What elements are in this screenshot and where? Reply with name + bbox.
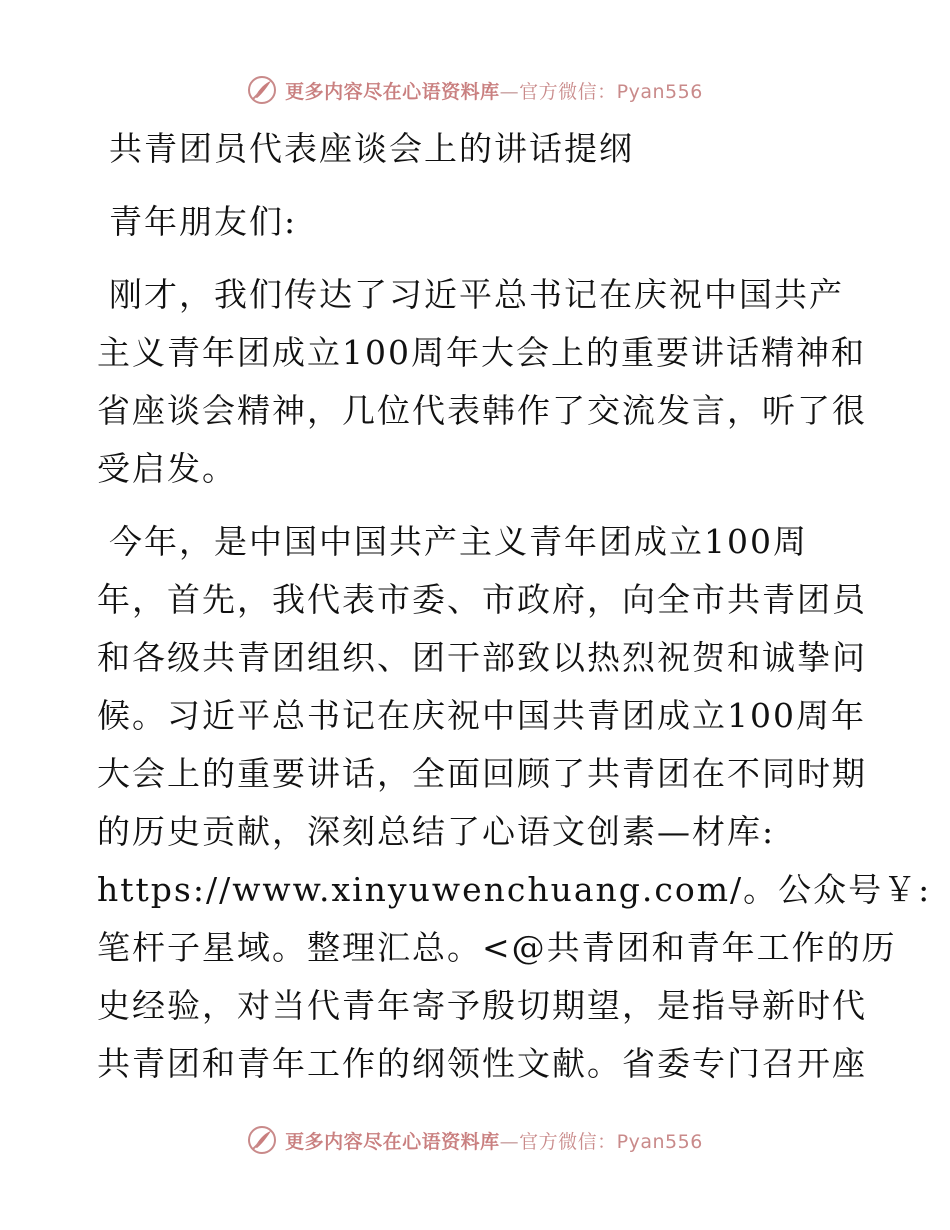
paragraph-line: 共青团和青年工作的纲领性文献。省委专门召开座 — [97, 1044, 867, 1083]
salutation: 青年朋友们: — [109, 202, 298, 241]
paragraph-line: 今年，是中国中国共产主义青年团成立100周 — [109, 522, 808, 561]
quill-logo-icon — [247, 75, 277, 105]
watermark-wechat-text: 官方微信：Pyan556 — [519, 80, 703, 103]
paragraph-line: 和各级共青团组织、团干部致以热烈祝贺和诚挚问 — [97, 638, 867, 677]
paragraph-line: 主义青年团成立100周年大会上的重要讲话精神和 — [97, 333, 866, 372]
watermark-text — [285, 1127, 703, 1154]
paragraph-2 — [97, 513, 932, 1093]
watermark-main-text: 更多内容尽在心语资料库 — [285, 80, 500, 103]
paragraph-line-url: https://www.xinyuwenchuang.com/。公众号￥: — [97, 870, 932, 909]
paragraph-1 — [97, 266, 867, 498]
paragraph-line: 笔杆子星域。整理汇总。<@共青团和青年工作的历 — [97, 928, 897, 967]
paragraph-line: 省座谈会精神，几位代表韩作了交流发言，听了很 — [97, 391, 867, 430]
paragraph-line: 刚才，我们传达了习近平总书记在庆祝中国共产 — [109, 275, 844, 314]
paragraph-line: 的历史贡献，深刻总结了心语文创素—材库: — [97, 812, 776, 851]
watermark-wechat-text: 官方微信：Pyan556 — [519, 1130, 703, 1153]
document-body — [97, 120, 932, 1093]
watermark-separator: — — [499, 80, 520, 103]
paragraph-line: 大会上的重要讲话，全面回顾了共青团在不同时期 — [97, 754, 867, 793]
watermark-header — [0, 72, 950, 108]
watermark-text — [285, 77, 703, 104]
watermark-footer — [0, 1122, 950, 1158]
paragraph-line: 候。习近平总书记在庆祝中国共青团成立100周年 — [97, 696, 866, 735]
quill-logo-icon — [247, 1125, 277, 1155]
watermark-separator: — — [499, 1130, 520, 1153]
watermark-main-text: 更多内容尽在心语资料库 — [285, 1130, 500, 1153]
paragraph-line: 年，首先，我代表市委、市政府，向全市共青团员 — [97, 580, 867, 619]
paragraph-line: 受启发。 — [97, 449, 237, 488]
paragraph-line: 史经验，对当代青年寄予殷切期望，是指导新时代 — [97, 986, 867, 1025]
document-title: 共青团员代表座谈会上的讲话提纲 — [109, 129, 634, 168]
